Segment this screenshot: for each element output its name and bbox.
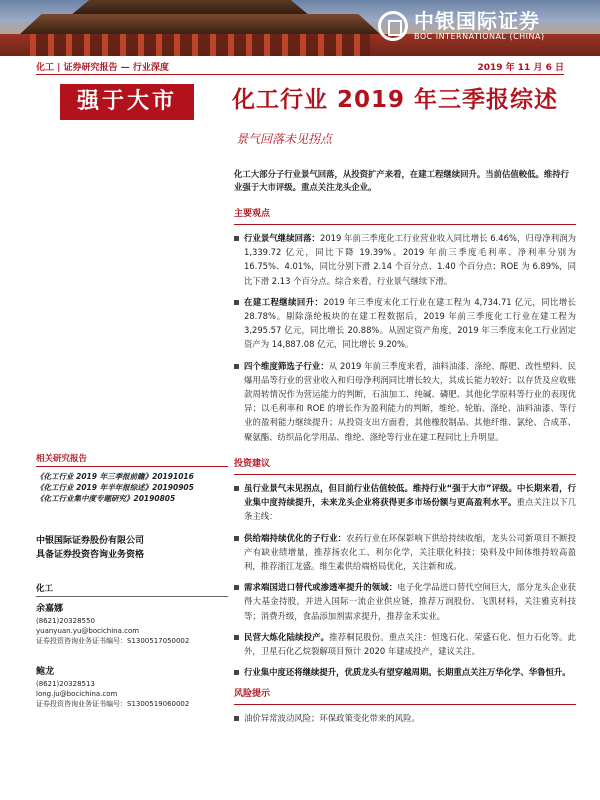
company-logo — [378, 2, 600, 50]
main-point-item — [234, 295, 576, 352]
sector-label: 化工 — [36, 584, 54, 594]
point-text: 从 2019 年前三季度来看，油料油漆、涤纶、醇肥、改性塑料、民爆用品等行业的营业收入和归母净利润同比增长较大，其成长能力较好；以存货及应收账款周转情况作为营运能力的判断，石油加工、纯碱、磷肥、其他化学原料等行业的表现优异；以毛利率和 ROE 的增长作为盈利能力的判断，维纶、轮胎、涤纶、油料油漆、等行业的盈利能力继续提升；从投资支出方面看，其他橡胶制品、其他纤维、氯纶、合成革、聚氨酯、纺织品化学用品、维纶、涤纶等行业在建工程同比上升明显。 — [244, 360, 576, 442]
investment-tail: 重点关注以下几条主线： — [244, 497, 577, 522]
investment-text: 电子化学品进口替代空间巨大，部分龙头企业获得大基金持股，并进入国际一流企业供应链，推荐万润股份、飞凯材料，关注雅克科技等；消费升级，食品添加剂需求提升，推荐金禾实业。 — [244, 582, 576, 621]
analyst-name: 鲍龙 — [36, 667, 55, 677]
related-report[interactable]: 《化工行业 2019 年三季报前瞻》20191016 — [36, 472, 194, 481]
report-subtitle: 景气回落未见拐点 — [236, 132, 333, 146]
risk-text: 油价异常波动风险；环保政策变化带来的风险。 — [244, 712, 420, 723]
meta-divider — [36, 74, 564, 75]
main-content — [234, 168, 576, 732]
palace-roof — [20, 14, 380, 34]
analyst-phone: (8621)20328513 — [36, 680, 95, 688]
related-report[interactable]: 《化工行业 2019 年半年报综述》20190905 — [36, 483, 194, 492]
company-name: 中银国际证券股份有限公司 — [36, 536, 145, 546]
analyst-email[interactable]: yuanyuan.yu@bocichina.com — [36, 627, 140, 635]
main-points-divider — [234, 224, 576, 225]
analyst-phone: (8621)20328550 — [36, 617, 95, 625]
analyst-email[interactable]: long.ju@bocichina.com — [36, 690, 118, 698]
report-title: 化工行业 2019 年三季报综述 — [232, 87, 559, 113]
investment-item — [234, 580, 576, 623]
main-point-item — [234, 231, 576, 288]
sector-divider — [36, 596, 228, 597]
analyst-cert: 证券投资咨询业务证书编号：S1300517050002 — [36, 637, 190, 645]
analyst-name: 余嘉娜 — [36, 604, 64, 614]
report-category: 化工 | 证券研究报告 — 行业深度 — [36, 63, 169, 73]
risk-heading: 风险提示 — [234, 688, 271, 699]
report-date: 2019 年 11 月 6 日 — [477, 63, 564, 73]
logo-en: BOC INTERNATIONAL (CHINA) — [414, 32, 545, 41]
header-banner — [0, 0, 600, 56]
investment-item — [234, 630, 576, 658]
investment-text: 虽行业景气未见拐点，但目前行业估值较低。维持行业“强于大市”评级。中长期来看，行业集中度持续提升，未来龙头企业将获得更多市场份额与更高盈利水平。 — [244, 483, 576, 508]
company-qualification: 具备证券投资咨询业务资格 — [36, 550, 145, 560]
risk-divider — [234, 704, 576, 705]
risk-item — [234, 711, 576, 725]
meta-row — [36, 58, 564, 74]
sidebar — [36, 452, 228, 709]
summary-intro: 化工大部分子行业景气回落，从投资扩产来看，在建工程继续回升。当前估值較低。维持行业强于大市评级。重点关注龙头企业。 — [234, 169, 569, 193]
palace-roof-upper — [70, 0, 310, 16]
investment-heading: 投资建议 — [234, 458, 271, 469]
point-text: 2019 年三季度末化工行业在建工程为 4,734.71 亿元，同比增长 28.78%。剔除涤纶板块的在建工程数据后，2019 年前三季度化工行业在建工程为 3,295.57 亿元，同比增长 20.88%。从固定资产角度，2019 年三季度末化工行业固定资产为 14,887.08 亿元，同比增长 9.20%。 — [244, 296, 577, 350]
related-report[interactable]: 《化工行业集中度专题研究》20190805 — [36, 494, 176, 503]
main-points-heading: 主要观点 — [234, 208, 271, 219]
analyst-cert: 证券投资咨询业务证书编号：S1300519060002 — [36, 700, 190, 708]
related-divider — [36, 466, 228, 467]
investment-item — [234, 665, 576, 679]
logo-cn: 中银国际证券 — [414, 9, 540, 33]
investment-text: 农药行业在环保影响下供给持续收缩，龙头公司新项目不断投产有缺业绩增量，推荐扬农化工、利尔化学，关注联化科技；染料及中间体维持较高盈利，推荐浙江龙盛。维生素供给端格局优化，关注新和成。 — [244, 532, 577, 572]
investment-item — [234, 531, 576, 574]
point-title: 行业景气继续回落： — [244, 233, 320, 244]
investment-title: 需求端国进口替代或渗透率提升的领域： — [244, 582, 398, 593]
point-title: 四个维度筛选子行业： — [244, 360, 329, 371]
main-point-item — [234, 359, 576, 444]
investment-text: 行业集中度还将继续提升，优质龙头有望穿越周期。长期重点关注万华化学、华鲁恒升。 — [244, 667, 571, 678]
point-text: 2019 年前三季度化工行业营业收入同比增长 6.46%，归母净利润为 1,339.72 亿元，同比下降 19.39%。2019 年前三季度毛利率、净利率分别为 16.75%、4.01%，同比分别下滑 2.14 个百分点、1.40 个百分点；ROE 为 6.89%，同比下滑 2.13 个百分点。综合来看，行业景气继续下滑。 — [244, 233, 577, 286]
investment-divider — [234, 474, 576, 475]
investment-text: 推荐桐昆股份。重点关注：恒逸石化、荣盛石化、恒力石化等。此外，卫星石化乙烷裂解项目预计 2020 年建成投产，建议关注。 — [244, 631, 577, 657]
boc-logo-icon — [378, 11, 408, 41]
investment-title: 供给端持续优化的子行业： — [244, 532, 347, 543]
palace-columns — [30, 34, 370, 56]
related-heading: 相关研究报告 — [36, 454, 88, 464]
investment-item — [234, 481, 576, 524]
point-title: 在建工程继续回升： — [244, 296, 324, 307]
rating-badge: 强于大市 — [60, 84, 194, 120]
investment-title: 民营大炼化陆续投产。 — [244, 631, 330, 642]
